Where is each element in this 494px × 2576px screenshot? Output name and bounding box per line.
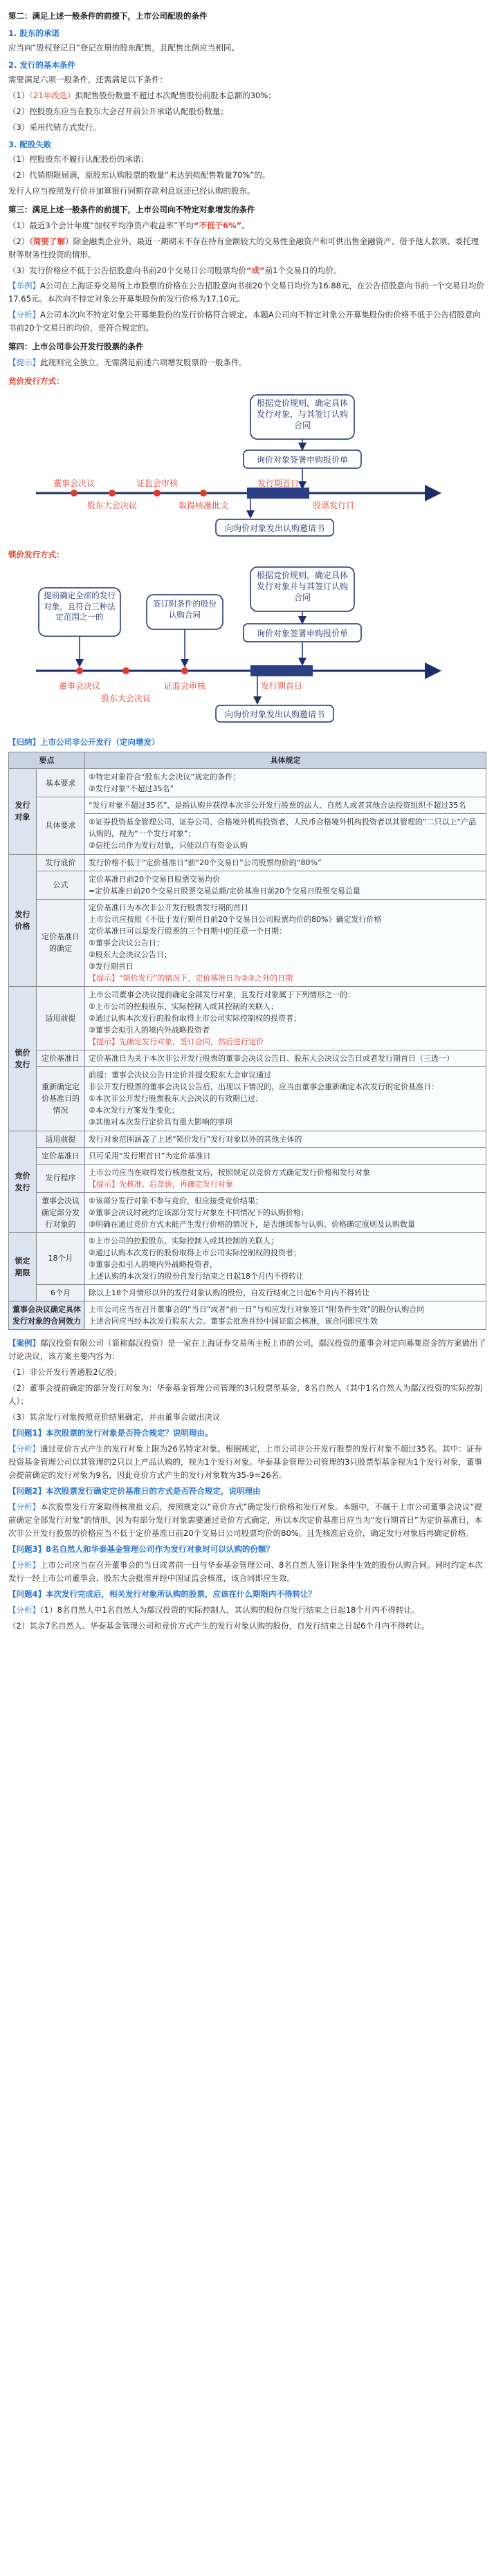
analysis: 【分析】本次股票发行方案取得核准批文后，按照规定以“竞价方式”确定发行价格和发行对象。本题中，不属于上市公司董事会决议“提前确定全部发行对象”的情形，因为有部分发行对象需要通过竞价方式确定，所以本次定价基准日应当为“发行期首日”为定价基准日，本次非公开发行股票的价格应当不低于定价基准日前20个交易日公司股票均价的80%。且先核准后竞价，确定发行对象后再确定价格。 [8,1501,482,1538]
subcategory-cell: 公式 [37,871,85,899]
subsection-title: 3. 配股失败 [8,139,52,149]
table-row [9,1164,486,1192]
subcategory-cell: 18个月 [37,1232,85,1284]
list-item: （1）（21年改选）拟配售股份数量不超过本次配售股份前股本总额的30%； [8,90,276,100]
list-item: （1）控股股东不履行认配股份的承诺； [8,154,149,164]
analysis: 【分析】A公司本次向不特定对象公开募集股份的发行价格符合规定。本题A公司向不特定对象公开募集股份的价格不低于公告招股意向书前20个交易日的均价，是符合规定的。 [8,310,481,333]
list-item: （1）最近3个会计年度“加权平均净资产收益率”平均“不低于6%”。 [8,220,250,230]
node-bar [247,488,309,499]
question: 【问题4】本次发行完成后，相关发行对象所认购的股票，应该在什么期限内不得转让？ [8,1588,316,1599]
table-row [9,1131,486,1147]
category-cell: 锁定期限 [9,1232,37,1301]
question: 【问题3】8名自然人和华泰基金管理公司作为发行对象时可以认购的份额？ [8,1544,274,1554]
subcategory-cell: 适用前提 [37,1131,85,1147]
table-row [9,769,486,797]
node-label: 发行期首日 [260,681,303,692]
rule-cell: ①特定对象符合“股东大会决议”规定的条件； ②发行对象“不超过35名” [85,769,486,797]
node-label: 证监会审核 [136,479,179,489]
rule-cell: 上市公司董事会决议提前确定全部发行对象，且发行对象属于下列情形之一的： ①上市公司的控股股东、实际控制人或其控制的关联人； ②通过认购本次发行的股份取得上市公司实际控制权的投资者； ③董事会拟引入的境内外战略投资者 【提示】先确定发行对象，签订合同，然后进行定价 [85,986,486,1050]
table-title: 【归纳】上市公司非公开发行（定向增发） [8,737,160,748]
subcategory-cell: 适用前提 [37,986,85,1050]
example: 【举例】A公司在上海证券交易所上市股票的价格在公告招股意向书前20个交易日均价为16.88元，在公告招股意向书前一个交易日均价17.65元。本次向不特定对象公开募集股份的发行价格为17.10元。 [8,281,484,304]
table-header-row [9,752,486,769]
header-cell: 具体规定 [85,752,486,769]
paragraph: 发行人应当按照发行价并加算银行同期存款利息返还已经认购的股东。 [8,185,255,196]
category-cell: 发行对象 [9,769,37,854]
category-cell: 锁价发行 [9,986,37,1131]
node [122,667,129,674]
table-row [9,871,486,899]
bidding-flow-diagram [8,391,486,543]
section-title: 第四：上市公司非公开发行股票的条件 [8,342,144,352]
table-row [9,1192,486,1232]
table-row [9,899,486,986]
node-label: 证监会审核 [163,681,206,692]
subcategory-cell: 发行底价 [37,854,85,871]
node [181,667,188,674]
paragraph: 需要满足六项一般条件，还需满足以下条件： [8,74,167,84]
analysis: 【分析】通过竞价方式产生的发行对象上限为26名特定对象。根据规定，上市公司非公开发行股票的发行对象不超过35名。其中：证券投资基金管理公司以其管理的2只以上产品认购的，视为1个发行对象。华泰基金管理公司管理的3只股票型基金视为1个发行对象，董事会提前确定的发行对象为9名，因此竞价方式产生的发行对象数为35-9=26名。 [8,1443,482,1480]
locked-price-flow-diagram [8,564,486,730]
rule-cell: 定价基准日为本次非公开发行股票发行期的首日 上市公司应按照《不低于发行期首日前20个交易日公司股票均价的80%》确定发行价格 定价基准日可以是发行股票的三个日期中的任意一个日期： ①董事会决议公告日； ②股东大会决议公告日； ③发行期首日 【提示】“锁价发行”的情况下，定价基准日为②③之外的日期 [85,899,486,986]
table-row [9,1301,486,1330]
table-row [9,986,486,1050]
subcategory-cell: 6个月 [37,1285,85,1301]
section-title: 第二：满足上述一般条件的前提下，上市公司配股的条件 [8,11,208,21]
node [154,490,161,497]
question: 【问题1】本次股票的发行对象是否符合规定？说明理由。 [8,1427,213,1438]
rule-cell: ①该部分发行对象不参与竞价，但应接受竞价结果； ②董事会决议时就约定该部分发行对象在不同情况下的认购价格； ③明确在通过竞价方式未能产生发行价格的情况下，是否继续参与认购、价格确定原则及认购数量 [85,1192,486,1232]
rule-cell: ①上市公司的控股股东、实际控制人或其控制的关联人； ②通过认购本次发行的股份取得上市公司实际控制权的投资者； ③董事会拟引入的境内外战略投资者， 上述认购的本次发行的股份自发行结束之日起18个月内不得转让 [85,1232,486,1284]
list-item: （2）董事会提前确定的部分发行对象为：华泰基金管理公司管理的3只股票型基金，8名自然人（其中1名自然人为鄢汉投资的实际控制人）； [8,1383,482,1407]
subsection-title: 1. 股东的承诺 [8,28,60,38]
section-title: 第三：满足上述一般条件的前提下，上市公司向不特定对象增发的条件 [8,204,255,214]
subcategory-cell: 具体要求 [37,797,85,854]
question: 【问题2】本次股票发行确定定价基准日的方式是否符合规定，说明理由 [8,1485,261,1496]
rule-cell: 定价基准日前20个交易日股票交易均价 =定价基准日前20个交易日股票交易总额/定价基准日前20个交易日股票交易总量 [85,871,486,899]
box-left-text: 提前确定全部的发行对象，且符合三种法定范围之一的 [44,591,116,622]
box-mid-text: 签订附条件的股份认购合同 [153,599,217,620]
diagram-title: 锁价发行方式： [8,550,64,560]
node-label: 股东大会决议 [86,501,138,511]
list-item: （3）其余发行对象按照竞价结果确定，并由董事会做出决议 [8,1412,221,1422]
table-row [9,1232,486,1284]
rule-cell: 除以上18个月情形以外的发行对象认购的股份，自发行结束之日起6个月内不得转让 [85,1285,486,1301]
node-label: 股东大会决议 [100,694,152,704]
rule-cell: 前提：董事会决议公告日定价并提交股东大会审议通过 非公开发行股票的董事会决议公告后，出现以下情况的，应当由董事会重新确定本次发行的定价基准日： ①本次非公开发行股票股东大会决议的有效期已过； ②本次发行方案发生变化； ③其他对本次发行定价具有重大影响的事项 [85,1067,486,1131]
analysis: 【分析】上市公司应当在召开董事会的当日或者前一日与华泰基金管理公司、8名自然人签订附条件生效的股份认购合同。同时约定本次发行一经上市公司董事会、股东大会批准并经中国证监会核准，该合同即应生效。 [8,1559,483,1583]
rule-cell: ①证券投资基金管理公司、证券公司、合格境外机构投资者、人民币合格境外机构投资者以其管理的“二只以上”产品认购的，视为“一个发行对象”； ②信托公司作为发行对象，只能以自有资金认购 [85,814,486,854]
rule-cell: 上市公司应当在召开董事会的“当日”或者“前一日”与相应发行对象签订“附条件生效”的股份认购合同 上述合同应当经本次发行股东大会、董事会批准并经中国证监会核准，该合同即应生效 [85,1301,486,1330]
rule-cell: 只可采用“发行期首日”为定价基准日 [85,1147,486,1164]
category-cell: 董事会决议确定具体发行对象的合同效力 [9,1301,85,1330]
box-mid-text: 询价对象签署申购报价单 [256,455,349,465]
box-top-text: 根据竞价规则，确定具体发行对象，与其签订认购合同 [256,398,348,431]
diagram-title: 竞价发行方式： [8,376,64,387]
node-label: 取得核准批文 [178,501,229,511]
case-intro: 【案例】鄢汉投资有限公司（简称鄢汉投资）是一家在上海证券交易所主板上市的公司，鄢汉投资的董事会对定向募集资金的方案做出了讨论决议，该方案主要内容为： [8,1338,486,1362]
table-row [9,1050,486,1067]
subcategory-cell: 发行程序 [37,1164,85,1192]
header-cell: 要点 [9,752,85,769]
node-label: 董事会决议 [58,681,101,692]
node [71,490,77,497]
subsection-title: 2. 发行的基本条件 [8,59,75,70]
rule-cell: “发行对象不超过35名”，是指认购并获得本次非公开发行股票的法人、自然人或者其他合法投资组织不超过35名 [85,797,486,814]
tip: 【提示】此规则完全独立，无需满足前述六项增发股票的一般条件。 [8,358,247,368]
box-bottom-text: 向询价对象发出认购邀请书 [224,523,325,534]
node-label: 董事会决议 [53,479,95,489]
table-row [9,1147,486,1164]
node [109,490,116,497]
rule-cell: 上市公司应当在取得发行核准批文后，按照规定以竞价方式确定发行价格和发行对象 【提示】先核准、后竞价，再确定发行对象 [85,1164,486,1192]
paragraph: 应当向“股权登记日”登记在册的股东配售，且配售比例应当相同。 [8,42,239,53]
analysis-item: （2）其余7名自然人、华泰基金管理公司和竞价方式产生的发行对象认购的股份，自发行结束之日起6个月内不得转让。 [8,1620,430,1631]
box-bottom-text: 向询价对象发出认购邀请书 [224,710,325,720]
box-rb-text: 询价对象签署申购报价单 [256,629,349,639]
subcategory-cell: 定价基准日的确定 [37,899,85,986]
subcategory-cell: 董事会决议确定部分发行对象的 [37,1192,85,1232]
table-row [9,1285,486,1301]
node [76,667,83,674]
node [200,490,207,497]
node-label: 发行期首日 [257,479,300,489]
table-row [9,797,486,814]
list-item: （3）发行价格应不低于公告招股意向书前20个交易日公司股票均价“或”前1个交易日的均价。 [8,265,342,275]
list-item: （2）控股股东应当在股东大会召开前公开承诺认配股份数量； [8,106,228,116]
summary-table [8,752,486,1330]
box-right-text: 根据竞价规则，确定具体发行对象并与其签订认购合同 [256,571,348,603]
analysis: 【分析】（1）8名自然人中1名自然人为鄢汉投资的实际控制人，其认购的股份自发行结束之日起18个月内不得转让。 [8,1604,420,1615]
list-item: （3）采用代销方式发行。 [8,122,101,132]
rule-cell: 定价基准日为关于本次非公开发行股票的董事会决议公告日、股东大会决议公告日或者发行期首日（三选一） [85,1050,486,1067]
rule-cell: 发行对象范围涵盖了上述“锁价发行”发行对象以外的其他主体的 [85,1131,486,1147]
list-item: （1）非公开发行普通股2亿股； [8,1367,122,1378]
node-bar [250,665,313,676]
subcategory-cell: 重新确定定价基准日的情况 [37,1067,85,1131]
subcategory-cell: 定价基准日 [37,1147,85,1164]
list-item: （2）代销期限届满，原股东认购股票的数量“未达到拟配售数量70%”的。 [8,169,271,180]
subcategory-cell: 定价基准日 [37,1050,85,1067]
category-cell: 发行价格 [9,854,37,986]
rule-cell: 发行价格不低于“定价基准日”前“20个交易日”公司股票均价的“80%” [85,854,486,871]
subcategory-cell: 基本要求 [37,769,85,797]
table-row [9,1067,486,1131]
category-cell: 竞价发行 [9,1131,37,1232]
table-row [9,854,486,871]
node-label: 股票发行日 [312,501,355,511]
list-item: （2）（简要了解）除金融类企业外，最近一期期末不存在持有金额较大的交易性金融资产和可供出售金融资产、借予他人款项、委托理财等财务性投资的情形。 [8,236,479,259]
